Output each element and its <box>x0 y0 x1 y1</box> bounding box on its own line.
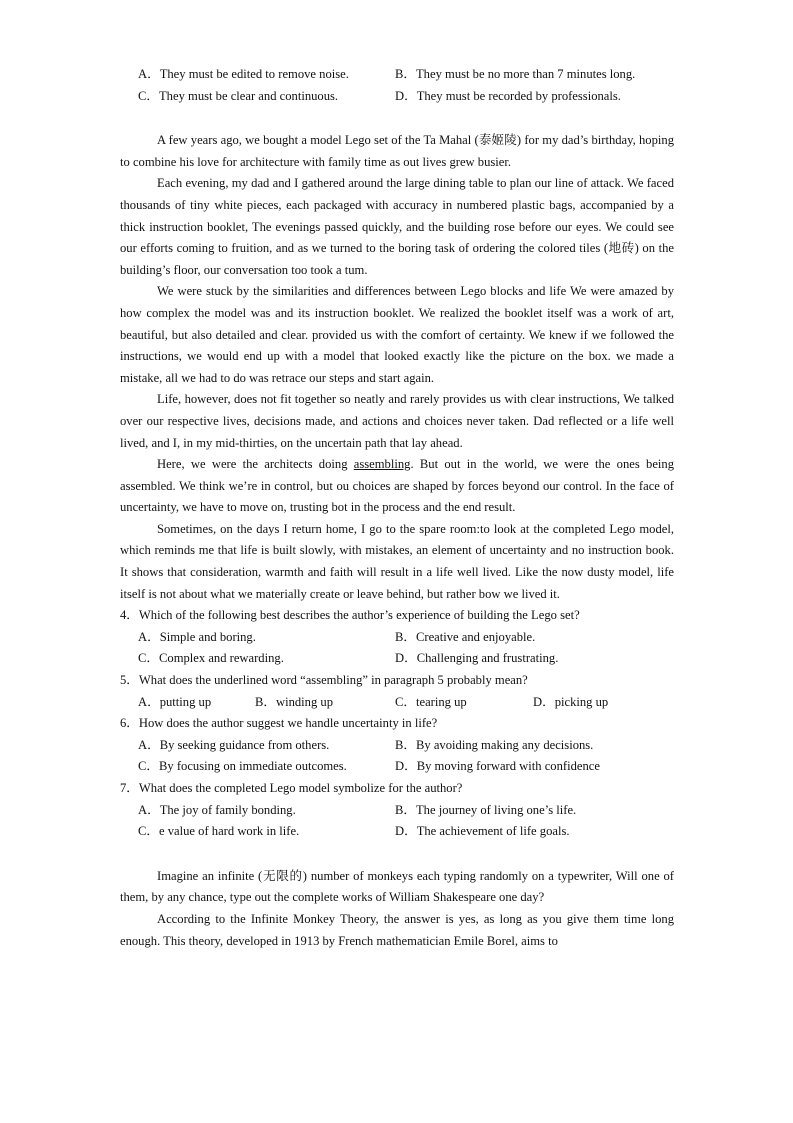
passage-b-paragraph-1: A few years ago, we bought a model Lego set of the Ta Mahal (泰姬陵) for my dad’s birthday, hoping to combine his love for architecture with family time as out lives grew busier. <box>120 133 674 169</box>
question-6-option-a[interactable]: A．By seeking guidance from others. <box>138 737 330 752</box>
question-5-stem: 5．What does the underlined word “assembling” in paragraph 5 probably mean? <box>120 673 528 688</box>
question-6-options-row-1 <box>120 735 674 757</box>
question-7-option-b[interactable]: B．The journey of living one’s life. <box>395 802 577 817</box>
passage-b-paragraph-3: We were stuck by the similarities and differences between Lego blocks and life We were amazed by how complex the model was and its instruction booklet. We realized the booklet itself was a work of art, beautiful, but also detailed and clear. provided us with the comfort of certainty. We knew if we followed the instructions, we would end up with a model that looked exactly like the picture on the box. we made a mistake, all we had to do was retrace our steps and start again. <box>120 284 674 385</box>
question-7-options-row-2 <box>120 821 674 843</box>
question-6-option-d[interactable]: D．By moving forward with confidence <box>395 759 600 774</box>
question-5-option-d[interactable]: D．picking up <box>533 694 609 709</box>
question-5-option-c[interactable]: C．tearing up <box>395 694 467 709</box>
passage-b-paragraph-2: Each evening, my dad and I gathered around the large dining table to plan our line of attack. We faced thousands of tiny white pieces, each packaged with accuracy in numbered plastic bags, accompanied by a thick instruction booklet, The evenings passed quickly, and the building rose before our eyes. We could see our efforts coming to fruition, and as we turned to the boring task of ordering the colored tiles (地砖) on the building’s floor, our conversation too took a tum. <box>120 176 674 277</box>
p5-text-after: . But out in the world, we were the ones being assembled. We think we’re in control, but ou choices are shaped by forces beyond our control. In the face of uncertainty, we have to move on, trusting bot in the process and the end result. <box>120 457 675 515</box>
question-4-options-row-1 <box>120 627 674 649</box>
question-4-option-d[interactable]: D．Challenging and frustrating. <box>395 651 559 666</box>
prev-option-a: A．They must be edited to remove noise. <box>138 67 349 81</box>
question-4-option-b[interactable]: B．Creative and enjoyable. <box>395 629 536 644</box>
question-7-stem: 7．What does the completed Lego model symbolize for the author? <box>120 781 463 795</box>
question-6-option-b[interactable]: B．By avoiding making any decisions. <box>395 737 594 752</box>
question-5-option-b[interactable]: B．winding up <box>255 694 334 709</box>
question-6-option-c[interactable]: C．By focusing on immediate outcomes. <box>138 759 347 774</box>
underlined-word: assembling <box>353 457 411 472</box>
prev-option-b: B．They must be no more than 7 minutes long. <box>395 67 636 81</box>
section-gap <box>120 843 674 866</box>
question-6-stem: 6．How does the author suggest we handle uncertainty in life? <box>120 716 438 731</box>
prev-option-d: D．They must be recorded by professionals. <box>395 88 621 103</box>
question-7-option-c[interactable]: C．e value of hard work in life. <box>138 824 300 839</box>
question-4-options-row-2 <box>120 648 674 670</box>
question-4-option-c[interactable]: C．Complex and rewarding. <box>138 651 284 666</box>
passage-c-paragraph-1: Imagine an infinite (无限的) number of monkeys each typing randomly on a typewriter, Will one of them, by any chance, type out the complete works of William Shakespeare one day? <box>120 868 674 905</box>
prev-options-row-1 <box>120 64 674 86</box>
passage-b-paragraph-5 <box>120 454 674 519</box>
question-5-option-a[interactable]: A．putting up <box>138 694 212 709</box>
question-7-option-a[interactable]: A．The joy of family bonding. <box>138 802 296 817</box>
question-7-option-d[interactable]: D．The achievement of life goals. <box>395 824 570 839</box>
passage-c-paragraph-2: According to the Infinite Monkey Theory, the answer is yes, as long as you give them time long enough. This theory, developed in 1913 by French mathematician Emile Borel, aims to <box>120 911 674 948</box>
question-4-option-a[interactable]: A．Simple and boring. <box>138 629 256 644</box>
question-5-options-row <box>120 692 674 714</box>
passage-b-paragraph-6: Sometimes, on the days I return home, I go to the spare room:to look at the completed Lego model, which reminds me that life is built slowly, with mistakes, an element of uncertainty and no instruction book. It shows that consideration, warmth and faith will result in a life well lived. Like the now dusty model, life itself is not about what we materially create or leave behind, but rather bow we lived it. <box>120 521 674 601</box>
prev-option-c: C．They must be clear and continuous. <box>138 88 339 103</box>
question-4-stem: 4．Which of the following best describes the author’s experience of building the Lego set? <box>120 608 580 623</box>
question-6-options-row-2 <box>120 756 674 778</box>
question-7-options-row-1 <box>120 800 674 822</box>
p5-text-before: Here, we were the architects doing <box>157 457 354 472</box>
passage-b-paragraph-4: Life, however, does not fit together so neatly and rarely provides us with clear instructions, We talked over our respective lives, decisions made, and actions and choices never taken. Dad reflected or a life well lived, and I, in my mid-thirties, on the uncertain path that lay ahead. <box>120 392 674 450</box>
prev-options-row-2 <box>120 86 674 108</box>
section-gap <box>120 107 674 130</box>
page-content <box>120 64 674 952</box>
